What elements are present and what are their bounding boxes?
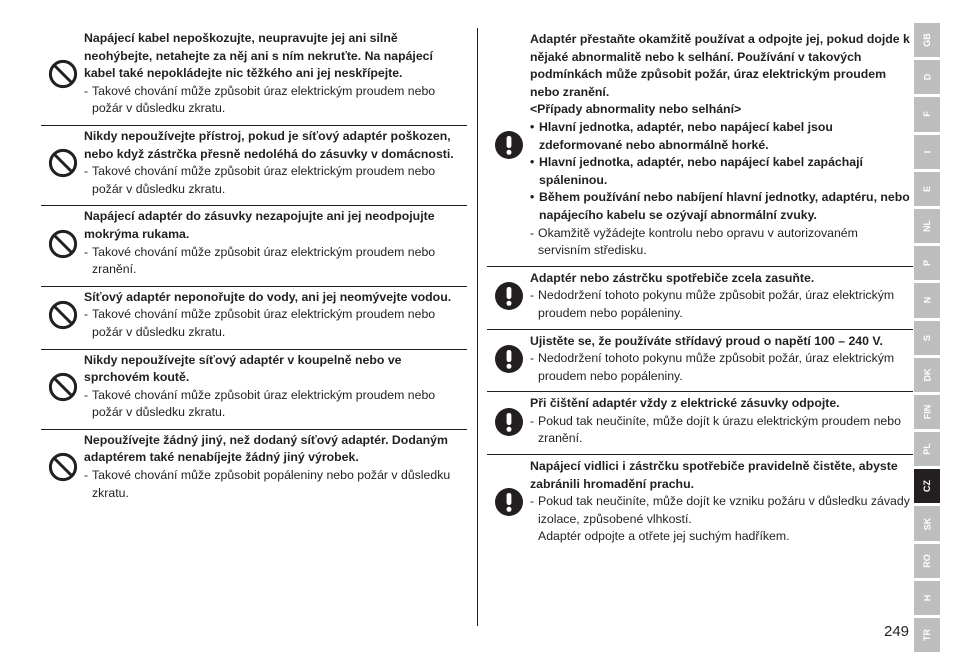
- prohibition-icon: [41, 59, 84, 89]
- caution-note: - Pokud tak neučiníte, může dojít k úrazu elektrickým proudem nebo zranění.: [530, 413, 901, 446]
- caution-extra: Adaptér odpojte a otřete jej suchým hadříkem.: [538, 529, 790, 544]
- exclamation-icon: [487, 407, 530, 437]
- caution-title: Při čištění adaptér vždy z elektrické zásuvky odpojte.: [530, 396, 840, 411]
- language-tab[interactable]: FIN: [914, 395, 940, 429]
- language-tab[interactable]: GB: [914, 23, 940, 57]
- language-tab[interactable]: RO: [914, 544, 940, 578]
- bullet-item: • Hlavní jednotka, adaptér, nebo napájecí kabel jsou zdeformované nebo abnormálně horké.: [530, 119, 833, 152]
- language-tab[interactable]: F: [914, 97, 940, 131]
- language-tab[interactable]: TR: [914, 618, 940, 652]
- caution-note: - Nedodržení tohoto pokynu může způsobit požár, úraz elektrickým proudem nebo popáleniny.: [530, 351, 895, 383]
- caution-entry: [487, 392, 913, 455]
- language-tab[interactable]: P: [914, 246, 940, 280]
- caution-entry: [487, 28, 913, 267]
- bullet-item: • Hlavní jednotka, adaptér, nebo napájecí kabel zapáchají spáleninou.: [530, 155, 863, 187]
- warning-title: Napájecí kabel nepoškozujte, neupravujte jej ani silně neohýbejte, netahejte za něj ani s ním nekruťte. Na napájecí kabel také nepokládejte nic těžkého ani jej neskřípejte.: [84, 31, 433, 81]
- caution-title: Napájecí vidlici i zástrčku spotřebiče pravidelně čistěte, abyste zabránili hromadění prachu.: [530, 459, 898, 491]
- language-tabs: [914, 23, 940, 655]
- warning-entry: [41, 430, 467, 509]
- warning-title: Napájecí adaptér do zásuvky nezapojujte ani jej neodpojujte mokrýma rukama.: [84, 209, 435, 241]
- page-number: 249: [884, 623, 910, 640]
- caution-entry: [487, 267, 913, 330]
- language-tab[interactable]: N: [914, 283, 940, 317]
- language-tab[interactable]: H: [914, 581, 940, 615]
- language-tab-active[interactable]: CZ: [914, 469, 940, 503]
- caution-note: - Pokud tak neučiníte, může dojít ke vzniku požáru v důsledku závady izolace, způsobené vlhkostí.: [530, 494, 910, 526]
- exclamation-icon: [487, 130, 530, 160]
- language-tab[interactable]: SK: [914, 506, 940, 540]
- warning-entry: [41, 126, 467, 206]
- warning-title: Nikdy nepoužívejte přístroj, pokud je síťový adaptér poškozen, nebo když zástrčka přesně nedoléhá do zásuvky v domácnosti.: [84, 128, 454, 161]
- caution-title: Ujistěte se, že používáte střídavý proud o napětí 100 – 240 V.: [530, 333, 883, 348]
- language-tab[interactable]: E: [914, 172, 940, 206]
- language-tab[interactable]: PL: [914, 432, 940, 466]
- caution-note: - Nedodržení tohoto pokynu může způsobit požár, úraz elektrickým proudem nebo popáleniny.: [530, 288, 895, 320]
- caution-entry: [487, 330, 913, 393]
- exclamation-icon: [487, 344, 530, 374]
- left-column: [41, 28, 467, 509]
- warning-title: Síťový adaptér neponořujte do vody, ani jej neomývejte vodou.: [84, 289, 452, 304]
- prohibition-icon: [41, 452, 84, 482]
- warning-note: - Takové chování může způsobit úraz elektrickým proudem nebo požár v důsledku zkratu.: [84, 387, 436, 420]
- bullet-item: • Během používání nebo nabíjení hlavní jednotky, adaptéru, nebo napájecího kabelu se ozývají abnormální zvuky.: [530, 190, 910, 222]
- warning-note: - Takové chování může způsobit popáleniny nebo požár v důsledku zkratu.: [84, 468, 451, 500]
- warning-entry: [41, 206, 467, 286]
- language-tab[interactable]: DK: [914, 358, 940, 392]
- warning-title: Nikdy nepoužívejte síťový adaptér v koupelně nebo ve sprchovém koutě.: [84, 352, 402, 385]
- language-tab[interactable]: I: [914, 135, 940, 169]
- warning-entry: [41, 350, 467, 430]
- warning-entry: [41, 287, 467, 350]
- caution-subtitle: <Případy abnormality nebo selhání>: [530, 102, 742, 117]
- caution-note: - Okamžitě vyžádejte kontrolu nebo opravu v autorizovaném servisním středisku.: [530, 225, 858, 258]
- prohibition-icon: [41, 300, 84, 330]
- warning-note: - Takové chování může způsobit úraz elektrickým proudem nebo požár v důsledku zkratu.: [84, 307, 436, 339]
- warning-note: - Takové chování může způsobit úraz elektrickým proudem nebo zranění.: [84, 244, 436, 277]
- warning-title: Nepoužívejte žádný jiný, než dodaný síťový adaptér. Dodaným adaptérem také nenabíjejte žádný jiný výrobek.: [84, 432, 448, 465]
- exclamation-icon: [487, 281, 530, 311]
- language-tab[interactable]: NL: [914, 209, 940, 243]
- prohibition-icon: [41, 229, 84, 259]
- caution-entry: [487, 455, 913, 552]
- prohibition-icon: [41, 148, 84, 178]
- language-tab[interactable]: D: [914, 60, 940, 94]
- caution-title: Adaptér přestaňte okamžitě používat a odpojte jej, pokud dojde k nějaké abnormalitě nebo k selhání. Používání v takových podmínkách může způsobit požár, úraz elektrickým proudem nebo zranění.: [530, 32, 910, 99]
- right-column: [487, 28, 913, 552]
- warning-note: - Takové chování může způsobit úraz elektrickým proudem nebo požár v důsledku zkratu.: [84, 83, 436, 116]
- exclamation-icon: [487, 487, 530, 517]
- caution-title: Adaptér nebo zástrčku spotřebiče zcela zasuňte.: [530, 270, 815, 285]
- warning-entry: [41, 28, 467, 126]
- language-tab[interactable]: S: [914, 321, 940, 355]
- prohibition-icon: [41, 372, 84, 402]
- column-divider: [477, 28, 478, 626]
- warning-note: - Takové chování může způsobit úraz elektrickým proudem nebo požár v důsledku zkratu.: [84, 164, 436, 196]
